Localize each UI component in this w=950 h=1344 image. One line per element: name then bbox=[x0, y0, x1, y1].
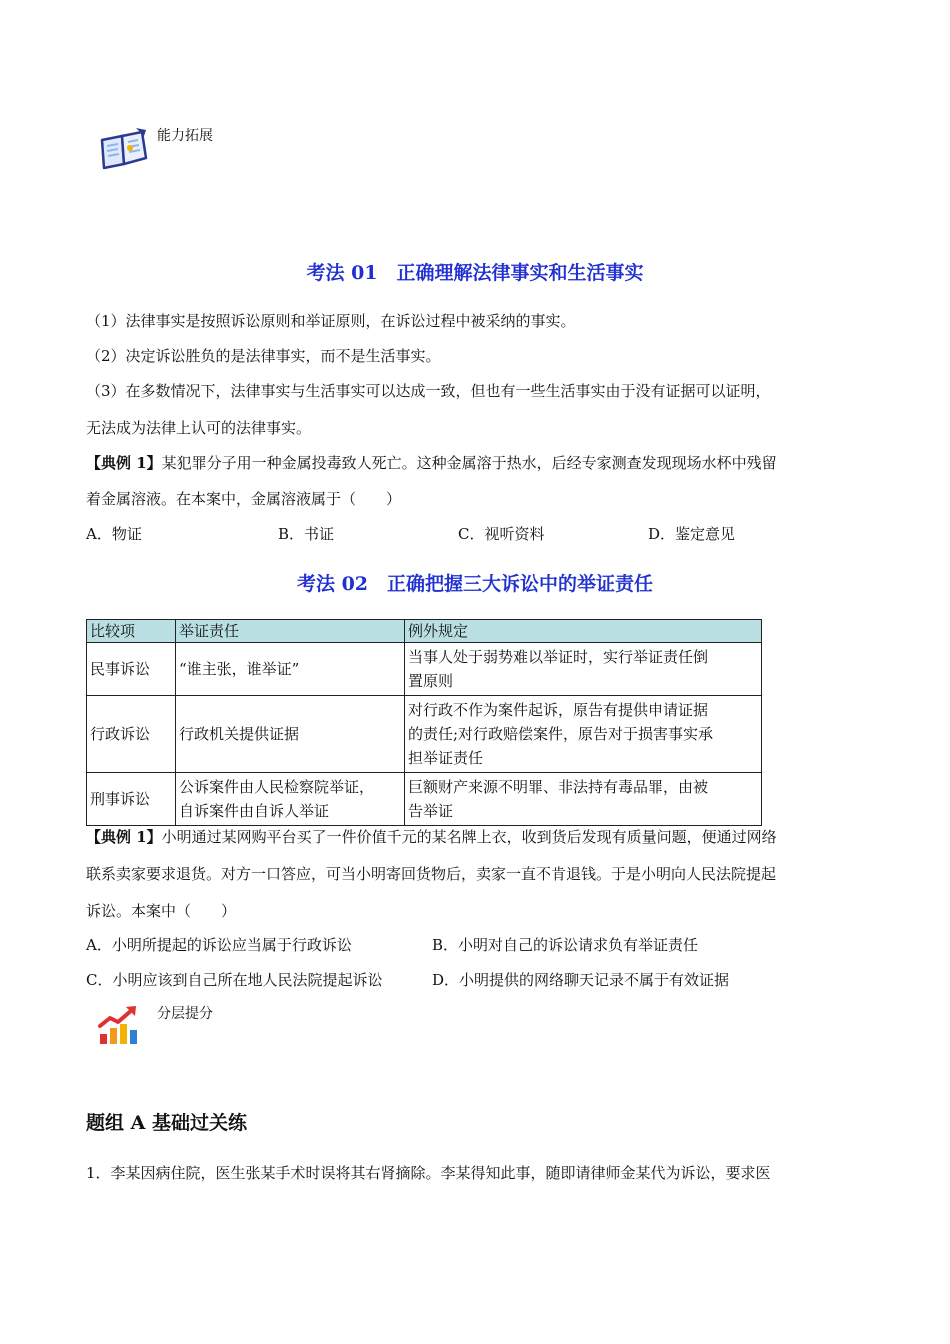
section-label-ability: 能力拓展 bbox=[157, 128, 213, 144]
cell-line: 行政机关提供证据 bbox=[179, 725, 300, 743]
example2-option-d: D．小明提供的网络聊天记录不属于有效证据 bbox=[432, 971, 730, 989]
example2-text-1 bbox=[86, 827, 777, 847]
section-label-layered: 分层提分 bbox=[157, 1006, 213, 1022]
cell-line: 公诉案件由人民检察院举证， bbox=[179, 778, 375, 796]
example2-text-2: 联系卖家要求退货。对方一口答应，可当小明寄回货物后，卖家一直不肯退钱。于是小明向人民法院提起 bbox=[86, 865, 777, 883]
example1-tag: 【典例 1】 bbox=[86, 454, 162, 472]
table-header-row bbox=[87, 620, 762, 643]
example2-option-c: C．小明应该到自己所在地人民法院提起诉讼 bbox=[86, 971, 383, 989]
example2-option-b: B．小明对自己的诉讼请求负有举证责任 bbox=[432, 936, 699, 954]
example1-option-c: C．视听资料 bbox=[458, 525, 545, 543]
cell-line: 对行政不作为案件起诉，原告有提供申请证据 bbox=[408, 701, 709, 719]
example2-option-a: A．小明所提起的诉讼应当属于行政诉讼 bbox=[86, 936, 352, 954]
table-header-cell: 比较项 bbox=[87, 620, 176, 643]
cell-line: 自诉案件由自诉人举证 bbox=[179, 802, 330, 820]
table-cell-item: 民事诉讼 bbox=[87, 643, 176, 696]
method2-title: 考法 02 正确把握三大诉讼中的举证责任 bbox=[296, 573, 654, 595]
table-cell-burden bbox=[176, 696, 405, 773]
table-header-cell: 例外规定 bbox=[405, 620, 762, 643]
method1-point-3: （3）在多数情况下，法律事实与生活事实可以达成一致，但也有一些生活事实由于没有证据可以证明， bbox=[86, 382, 771, 400]
burden-of-proof-table bbox=[86, 619, 762, 826]
cell-line: 巨额财产来源不明罪、非法持有毒品罪，由被 bbox=[408, 778, 709, 796]
cell-line: 告举证 bbox=[408, 802, 454, 820]
example2-stem: 小明通过某网购平台买了一件价值千元的某名牌上衣，收到货后发现有质量问题，便通过网络 bbox=[161, 828, 777, 846]
table-cell-exception bbox=[405, 773, 762, 826]
method1-point-2: （2）决定诉讼胜负的是法律事实，而不是生活事实。 bbox=[86, 347, 441, 365]
table-cell-item: 行政诉讼 bbox=[87, 696, 176, 773]
example1-stem: 某犯罪分子用一种金属投毒致人死亡。这种金属溶于热水，后经专家测查发现现场水杯中残留 bbox=[161, 454, 777, 472]
cell-line: 担举证责任 bbox=[408, 749, 484, 767]
cell-line: “谁主张，谁举证” bbox=[179, 660, 300, 678]
book-icon bbox=[98, 128, 150, 170]
table-cell-exception bbox=[405, 643, 762, 696]
table-cell-item: 刑事诉讼 bbox=[87, 773, 176, 826]
cell-line: 当事人处于弱势难以举证时，实行举证责任倒 bbox=[408, 648, 709, 666]
table-cell-burden bbox=[176, 773, 405, 826]
table-cell-exception bbox=[405, 696, 762, 773]
cell-line: 的责任;对行政赔偿案件，原告对于损害事实承 bbox=[408, 725, 714, 743]
example1-option-d: D．鉴定意见 bbox=[648, 525, 736, 543]
example1-text-2: 着金属溶液。在本案中，金属溶液属于（ ） bbox=[86, 490, 402, 508]
table-header-cell: 举证责任 bbox=[176, 620, 405, 643]
method1-point-1: （1）法律事实是按照诉讼原则和举证原则，在诉讼过程中被采纳的事实。 bbox=[86, 312, 576, 330]
question-1: 1．李某因病住院，医生张某手术时误将其右肾摘除。李某得知此事，随即请律师金某代为诉讼，要求医 bbox=[86, 1164, 771, 1182]
table-row bbox=[87, 696, 762, 773]
example1-option-b: B．书证 bbox=[278, 525, 335, 543]
table-cell-burden bbox=[176, 643, 405, 696]
growth-chart-icon bbox=[98, 1004, 142, 1046]
example2-tag: 【典例 1】 bbox=[86, 828, 162, 846]
method1-title: 考法 01 正确理解法律事实和生活事实 bbox=[306, 262, 644, 284]
table-row bbox=[87, 773, 762, 826]
example1-text-1 bbox=[86, 453, 777, 473]
cell-line: 置原则 bbox=[408, 672, 454, 690]
example1-option-a: A．物证 bbox=[86, 525, 142, 543]
group-a-title: 题组 A 基础过关练 bbox=[86, 1112, 247, 1134]
table-row bbox=[87, 643, 762, 696]
example2-text-3: 诉讼。本案中（ ） bbox=[86, 902, 237, 920]
method1-point-3-cont: 无法成为法律上认可的法律事实。 bbox=[86, 419, 312, 437]
